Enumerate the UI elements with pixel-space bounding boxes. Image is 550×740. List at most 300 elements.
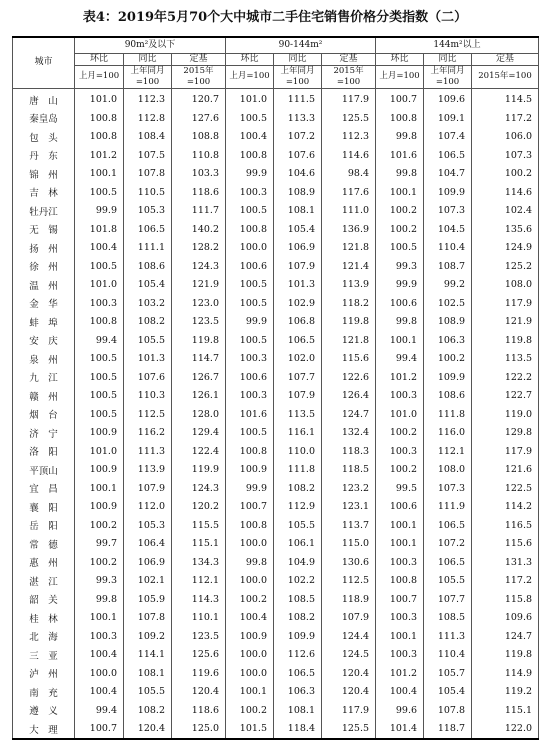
- index-value: 100.6: [226, 257, 274, 276]
- index-value: 116.1: [274, 424, 322, 443]
- group-header-large: 144m²以上: [376, 37, 539, 53]
- index-value: 117.9: [322, 701, 376, 720]
- table-row: [13, 350, 539, 369]
- index-value: 100.7: [226, 498, 274, 517]
- index-value: 100.8: [75, 128, 124, 147]
- index-value: 109.1: [424, 109, 472, 128]
- index-value: 100.5: [226, 202, 274, 221]
- table-row: [13, 683, 539, 702]
- index-value: 101.2: [75, 146, 124, 165]
- index-value: 111.5: [274, 88, 322, 109]
- index-value: 116.5: [472, 516, 539, 535]
- index-value: 100.5: [75, 387, 124, 406]
- index-value: 101.2: [376, 368, 424, 387]
- index-value: 108.1: [274, 701, 322, 720]
- index-value: 112.1: [424, 442, 472, 461]
- city-name: 南 充: [13, 683, 75, 702]
- city-name: 金 华: [13, 294, 75, 313]
- index-value: 109.9: [424, 183, 472, 202]
- index-value: 106.5: [424, 553, 472, 572]
- index-value: 100.0: [226, 664, 274, 683]
- index-value: 100.2: [472, 165, 539, 184]
- index-value: 124.3: [172, 257, 226, 276]
- index-value: 99.3: [75, 572, 124, 591]
- index-value: 108.9: [424, 313, 472, 332]
- index-value: 100.5: [226, 109, 274, 128]
- index-value: 100.4: [226, 609, 274, 628]
- city-name: 烟 台: [13, 405, 75, 424]
- index-value: 134.3: [172, 553, 226, 572]
- base-yoy: 上年同月=100: [274, 65, 322, 88]
- index-value: 99.9: [376, 276, 424, 295]
- index-value: 119.8: [172, 331, 226, 350]
- index-value: 103.3: [172, 165, 226, 184]
- index-value: 111.7: [172, 202, 226, 221]
- index-value: 108.2: [274, 479, 322, 498]
- index-value: 120.4: [172, 683, 226, 702]
- city-name: 牡丹江: [13, 202, 75, 221]
- table-row: [13, 720, 539, 740]
- city-name: 桂 林: [13, 609, 75, 628]
- index-value: 108.1: [274, 202, 322, 221]
- city-name: 温 州: [13, 276, 75, 295]
- index-value: 113.3: [274, 109, 322, 128]
- city-name: 秦皇岛: [13, 109, 75, 128]
- index-value: 114.3: [172, 590, 226, 609]
- index-value: 100.5: [75, 405, 124, 424]
- index-value: 101.6: [226, 405, 274, 424]
- index-value: 100.2: [75, 516, 124, 535]
- index-value: 106.5: [274, 664, 322, 683]
- index-value: 106.4: [124, 535, 172, 554]
- index-value: 111.9: [424, 498, 472, 517]
- city-name: 三 亚: [13, 646, 75, 665]
- index-value: 100.4: [75, 646, 124, 665]
- index-value: 101.4: [376, 720, 424, 740]
- table-row: [13, 535, 539, 554]
- index-value: 129.4: [172, 424, 226, 443]
- index-value: 121.9: [472, 313, 539, 332]
- index-value: 112.3: [124, 88, 172, 109]
- index-value: 108.9: [274, 183, 322, 202]
- index-value: 102.5: [424, 294, 472, 313]
- index-value: 100.1: [226, 683, 274, 702]
- index-value: 107.9: [124, 479, 172, 498]
- index-value: 123.1: [322, 498, 376, 517]
- city-name: 岳 阳: [13, 516, 75, 535]
- index-value: 100.4: [376, 683, 424, 702]
- city-name: 湛 江: [13, 572, 75, 591]
- city-name: 济 宁: [13, 424, 75, 443]
- city-name: 惠 州: [13, 553, 75, 572]
- index-value: 100.1: [376, 627, 424, 646]
- table-row: [13, 220, 539, 239]
- index-value: 106.3: [274, 683, 322, 702]
- index-value: 99.4: [75, 331, 124, 350]
- index-value: 100.5: [75, 257, 124, 276]
- index-value: 99.4: [75, 701, 124, 720]
- index-value: 105.4: [274, 220, 322, 239]
- index-value: 115.6: [472, 535, 539, 554]
- city-name: 洛 阳: [13, 442, 75, 461]
- index-value: 99.9: [226, 313, 274, 332]
- index-value: 101.0: [75, 88, 124, 109]
- index-value: 123.5: [172, 627, 226, 646]
- table-row: [13, 294, 539, 313]
- table-row: [13, 553, 539, 572]
- index-value: 112.9: [274, 498, 322, 517]
- index-value: 124.4: [322, 627, 376, 646]
- table-row: [13, 461, 539, 480]
- city-name: 丹 东: [13, 146, 75, 165]
- index-value: 124.7: [322, 405, 376, 424]
- index-value: 100.2: [376, 220, 424, 239]
- index-value: 109.2: [124, 627, 172, 646]
- table-row: [13, 701, 539, 720]
- index-value: 121.8: [322, 331, 376, 350]
- table-row: [13, 516, 539, 535]
- table-row: [13, 313, 539, 332]
- index-value: 107.8: [124, 609, 172, 628]
- index-value: 108.2: [274, 609, 322, 628]
- index-value: 140.2: [172, 220, 226, 239]
- index-value: 108.2: [124, 313, 172, 332]
- index-value: 108.5: [424, 609, 472, 628]
- index-value: 118.3: [322, 442, 376, 461]
- index-value: 112.3: [322, 128, 376, 147]
- index-value: 126.4: [322, 387, 376, 406]
- index-value: 100.8: [226, 516, 274, 535]
- index-value: 105.3: [124, 202, 172, 221]
- city-name: 扬 州: [13, 239, 75, 258]
- index-value: 99.8: [376, 128, 424, 147]
- index-value: 100.1: [376, 535, 424, 554]
- index-value: 103.2: [124, 294, 172, 313]
- index-value: 100.7: [376, 590, 424, 609]
- index-value: 115.1: [472, 701, 539, 720]
- city-name: 韶 关: [13, 590, 75, 609]
- index-value: 107.7: [274, 368, 322, 387]
- index-value: 120.4: [322, 664, 376, 683]
- index-value: 100.4: [226, 128, 274, 147]
- city-name: 赣 州: [13, 387, 75, 406]
- table-row: [13, 405, 539, 424]
- index-value: 122.0: [472, 720, 539, 740]
- index-value: 107.2: [274, 128, 322, 147]
- index-value: 113.7: [322, 516, 376, 535]
- index-value: 102.1: [124, 572, 172, 591]
- index-value: 106.9: [124, 553, 172, 572]
- index-value: 99.6: [376, 701, 424, 720]
- index-value: 100.0: [226, 535, 274, 554]
- index-value: 101.0: [226, 88, 274, 109]
- index-value: 100.8: [75, 109, 124, 128]
- index-value: 108.6: [124, 257, 172, 276]
- index-value: 108.0: [424, 461, 472, 480]
- index-value: 118.6: [172, 701, 226, 720]
- index-value: 122.5: [472, 479, 539, 498]
- city-name: 徐 州: [13, 257, 75, 276]
- index-value: 106.3: [424, 331, 472, 350]
- city-header: 城市: [13, 37, 75, 88]
- index-value: 100.5: [226, 294, 274, 313]
- index-value: 102.4: [472, 202, 539, 221]
- city-name: 大 理: [13, 720, 75, 740]
- index-value: 119.8: [472, 331, 539, 350]
- index-value: 106.0: [472, 128, 539, 147]
- index-value: 106.9: [274, 239, 322, 258]
- index-value: 108.8: [172, 128, 226, 147]
- index-value: 100.6: [226, 368, 274, 387]
- table-title: 表4：2019年5月70个大中城市二手住宅销售价格分类指数（二）: [82, 10, 468, 25]
- index-value: 108.4: [124, 128, 172, 147]
- col-fixed: 定基: [322, 53, 376, 65]
- index-value: 107.8: [424, 701, 472, 720]
- index-value: 102.9: [274, 294, 322, 313]
- index-value: 112.8: [124, 109, 172, 128]
- index-value: 100.3: [75, 627, 124, 646]
- index-value: 115.8: [472, 590, 539, 609]
- index-value: 100.8: [376, 109, 424, 128]
- index-value: 100.9: [226, 627, 274, 646]
- index-value: 125.5: [322, 720, 376, 740]
- col-mom: 环比: [226, 53, 274, 65]
- index-value: 113.9: [322, 276, 376, 295]
- index-value: 122.6: [322, 368, 376, 387]
- index-value: 100.1: [376, 516, 424, 535]
- index-value: 122.4: [172, 442, 226, 461]
- index-value: 100.7: [75, 720, 124, 740]
- index-value: 100.5: [75, 368, 124, 387]
- index-value: 107.3: [472, 146, 539, 165]
- index-value: 117.2: [472, 572, 539, 591]
- index-value: 111.8: [274, 461, 322, 480]
- index-value: 118.4: [274, 720, 322, 740]
- base-mom: 上月=100: [75, 65, 124, 88]
- index-value: 112.6: [274, 646, 322, 665]
- index-value: 104.6: [274, 165, 322, 184]
- index-value: 98.4: [322, 165, 376, 184]
- col-yoy: 同比: [124, 53, 172, 65]
- index-value: 100.9: [226, 461, 274, 480]
- index-value: 105.4: [424, 683, 472, 702]
- index-value: 107.7: [424, 590, 472, 609]
- table-row: [13, 646, 539, 665]
- index-value: 100.2: [376, 202, 424, 221]
- index-value: 104.9: [274, 553, 322, 572]
- col-yoy: 同比: [424, 53, 472, 65]
- index-value: 108.6: [424, 387, 472, 406]
- city-name: 锦 州: [13, 165, 75, 184]
- index-value: 100.9: [75, 498, 124, 517]
- index-value: 105.5: [424, 572, 472, 591]
- index-value: 105.7: [424, 664, 472, 683]
- index-value: 122.7: [472, 387, 539, 406]
- city-name: 泸 州: [13, 664, 75, 683]
- index-value: 115.6: [322, 350, 376, 369]
- table-row: [13, 146, 539, 165]
- index-value: 120.2: [172, 498, 226, 517]
- index-value: 99.8: [226, 553, 274, 572]
- index-value: 109.9: [424, 368, 472, 387]
- table-row: [13, 183, 539, 202]
- col-fixed: 定基: [472, 53, 539, 65]
- index-value: 100.6: [376, 294, 424, 313]
- index-value: 113.5: [472, 350, 539, 369]
- index-value: 101.2: [376, 664, 424, 683]
- index-value: 100.5: [226, 331, 274, 350]
- index-value: 110.0: [274, 442, 322, 461]
- index-value: 101.0: [75, 442, 124, 461]
- index-value: 99.4: [376, 350, 424, 369]
- index-value: 100.5: [75, 183, 124, 202]
- index-value: 100.2: [424, 350, 472, 369]
- index-value: 123.5: [172, 313, 226, 332]
- index-value: 111.3: [124, 442, 172, 461]
- index-value: 100.1: [376, 331, 424, 350]
- table-row: [13, 331, 539, 350]
- index-value: 101.6: [376, 146, 424, 165]
- city-name: 泉 州: [13, 350, 75, 369]
- base-mom: 上月=100: [226, 65, 274, 88]
- index-value: 107.4: [424, 128, 472, 147]
- index-value: 107.6: [124, 368, 172, 387]
- table-row: [13, 442, 539, 461]
- index-value: 100.9: [75, 461, 124, 480]
- index-value: 100.3: [376, 609, 424, 628]
- price-index-table: [12, 36, 539, 740]
- col-mom: 环比: [75, 53, 124, 65]
- index-value: 106.5: [424, 146, 472, 165]
- index-value: 113.9: [124, 461, 172, 480]
- city-name: 襄 阳: [13, 498, 75, 517]
- index-value: 100.2: [226, 701, 274, 720]
- index-value: 111.1: [124, 239, 172, 258]
- index-value: 108.1: [124, 664, 172, 683]
- index-value: 129.8: [472, 424, 539, 443]
- index-value: 106.5: [274, 331, 322, 350]
- city-name: 唐 山: [13, 88, 75, 109]
- col-fixed: 定基: [172, 53, 226, 65]
- index-value: 105.5: [124, 683, 172, 702]
- index-value: 118.7: [424, 720, 472, 740]
- table-row: [13, 479, 539, 498]
- index-value: 110.1: [172, 609, 226, 628]
- index-value: 101.8: [75, 220, 124, 239]
- index-value: 106.1: [274, 535, 322, 554]
- city-name: 吉 林: [13, 183, 75, 202]
- index-value: 99.2: [424, 276, 472, 295]
- index-value: 125.6: [172, 646, 226, 665]
- index-value: 101.0: [75, 276, 124, 295]
- index-value: 125.2: [472, 257, 539, 276]
- index-value: 100.5: [376, 239, 424, 258]
- index-value: 101.3: [274, 276, 322, 295]
- index-value: 130.6: [322, 553, 376, 572]
- index-value: 100.3: [226, 183, 274, 202]
- index-value: 123.0: [172, 294, 226, 313]
- index-value: 100.2: [376, 461, 424, 480]
- base-fixed: 2015年=100: [172, 65, 226, 88]
- index-value: 110.5: [124, 183, 172, 202]
- index-value: 120.4: [124, 720, 172, 740]
- index-value: 110.4: [424, 646, 472, 665]
- table-row: [13, 128, 539, 147]
- index-value: 114.5: [472, 88, 539, 109]
- index-value: 114.2: [472, 498, 539, 517]
- index-value: 106.5: [124, 220, 172, 239]
- table-row: [13, 498, 539, 517]
- index-value: 100.0: [226, 572, 274, 591]
- group-header-medium: 90-144m²: [226, 37, 376, 53]
- index-value: 110.3: [124, 387, 172, 406]
- index-value: 99.9: [226, 479, 274, 498]
- index-value: 107.6: [274, 146, 322, 165]
- table-row: [13, 627, 539, 646]
- index-value: 100.3: [376, 646, 424, 665]
- index-value: 126.1: [172, 387, 226, 406]
- index-value: 105.5: [274, 516, 322, 535]
- index-value: 100.3: [376, 553, 424, 572]
- index-value: 121.6: [472, 461, 539, 480]
- index-value: 100.1: [75, 165, 124, 184]
- index-value: 118.5: [322, 461, 376, 480]
- city-name: 宜 昌: [13, 479, 75, 498]
- index-value: 136.9: [322, 220, 376, 239]
- table-row: [13, 368, 539, 387]
- index-value: 107.5: [124, 146, 172, 165]
- city-name: 遵 义: [13, 701, 75, 720]
- table-row: [13, 88, 539, 109]
- index-value: 107.9: [322, 609, 376, 628]
- index-value: 107.3: [424, 202, 472, 221]
- table-row: [13, 165, 539, 184]
- index-value: 99.8: [75, 590, 124, 609]
- index-value: 107.8: [124, 165, 172, 184]
- table-row: [13, 590, 539, 609]
- index-value: 124.9: [472, 239, 539, 258]
- table-row: [13, 202, 539, 221]
- col-yoy: 同比: [274, 53, 322, 65]
- city-name: 常 德: [13, 535, 75, 554]
- index-value: 119.0: [472, 405, 539, 424]
- index-value: 100.3: [376, 442, 424, 461]
- index-value: 114.9: [472, 664, 539, 683]
- index-value: 108.0: [472, 276, 539, 295]
- index-value: 99.9: [75, 202, 124, 221]
- city-name: 北 海: [13, 627, 75, 646]
- base-yoy: 上年同月=100: [124, 65, 172, 88]
- table-row: [13, 664, 539, 683]
- index-value: 100.3: [226, 350, 274, 369]
- index-value: 109.9: [274, 627, 322, 646]
- index-value: 100.8: [376, 572, 424, 591]
- index-value: 100.2: [226, 590, 274, 609]
- index-value: 100.4: [75, 239, 124, 258]
- index-value: 128.0: [172, 405, 226, 424]
- index-value: 122.2: [472, 368, 539, 387]
- city-name: 包 头: [13, 128, 75, 147]
- index-value: 119.8: [322, 313, 376, 332]
- index-value: 105.4: [124, 276, 172, 295]
- index-value: 100.3: [75, 294, 124, 313]
- base-mom: 上月=100: [376, 65, 424, 88]
- index-value: 107.9: [274, 257, 322, 276]
- index-value: 100.3: [226, 387, 274, 406]
- index-value: 100.6: [376, 498, 424, 517]
- index-value: 121.9: [172, 276, 226, 295]
- index-value: 100.2: [376, 424, 424, 443]
